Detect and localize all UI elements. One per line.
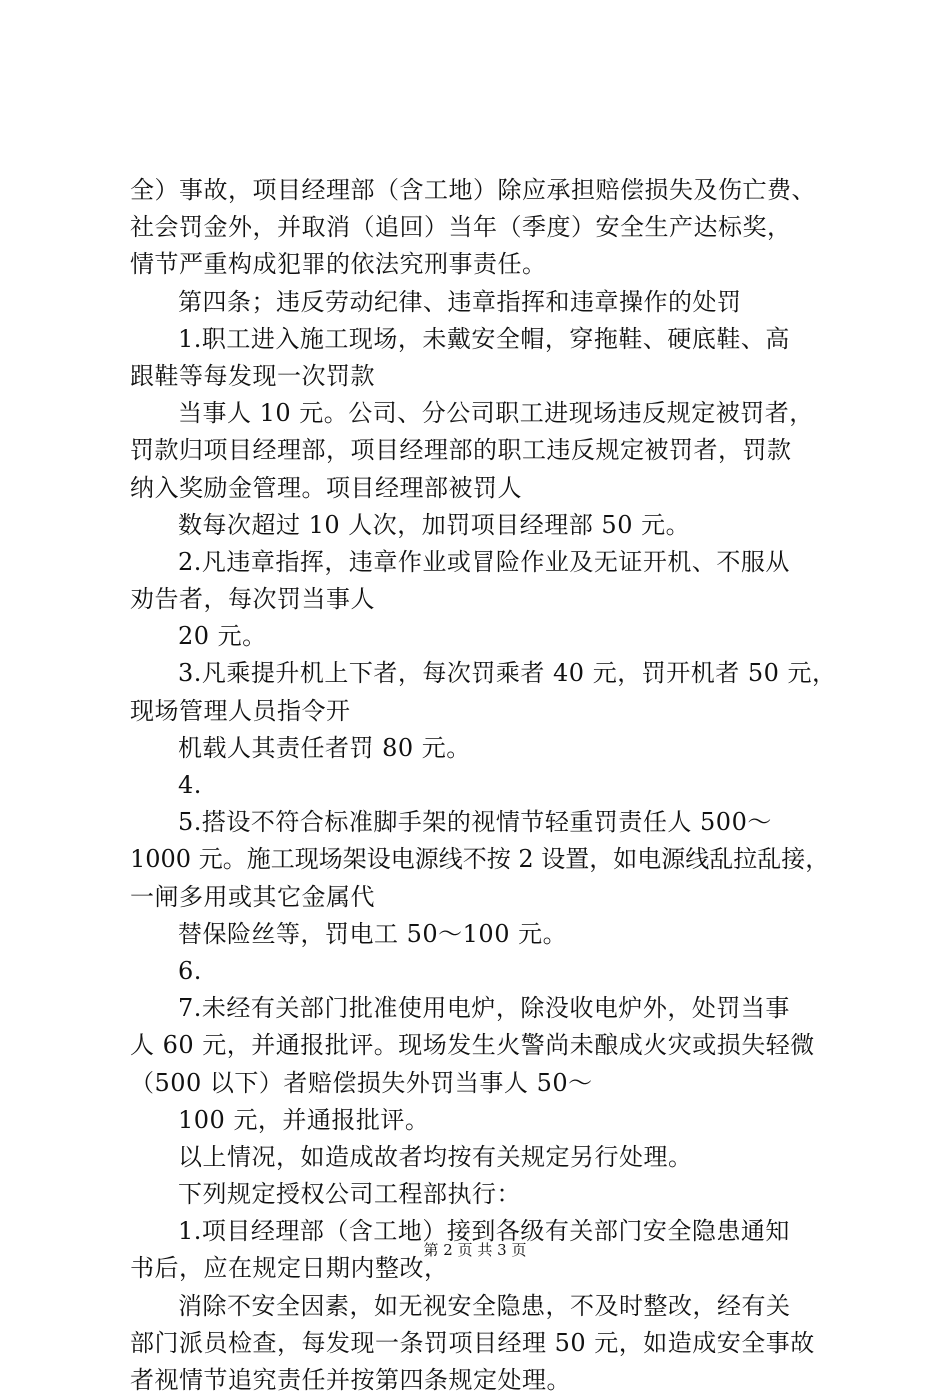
document-body	[130, 172, 840, 1399]
paragraph-line: 1000 元。施工现场架设电源线不按 2 设置，如电源线乱拉乱接，	[130, 845, 830, 874]
paragraph-line: 全）事故，项目经理部（含工地）除应承担赔偿损失及伤亡费、	[130, 176, 816, 204]
paragraph-line: 情节严重构成犯罪的依法究刑事责任。	[130, 250, 547, 279]
paragraph-line: 机载人其责任者罚 80 元。	[178, 733, 471, 762]
paragraph-line: （500 以下）者赔偿损失外罚当事人 50～	[130, 1068, 593, 1097]
paragraph-line: 4.	[178, 771, 202, 799]
paragraph-line: 20 元。	[178, 622, 267, 651]
paragraph-line: 1.职工进入施工现场，未戴安全帽，穿拖鞋、硬底鞋、高	[178, 324, 790, 353]
paragraph-line: 当事人 10 元。公司、分公司职工进现场违反规定被罚者，	[178, 399, 814, 428]
paragraph-line: 数每次超过 10 人次，加罚项目经理部 50 元。	[178, 510, 691, 539]
paragraph-line: 5.搭设不符合标准脚手架的视情节轻重罚责任人 500～	[178, 808, 772, 837]
paragraph-line: 现场管理人员指令开	[130, 696, 351, 725]
paragraph-line: 以上情况，如造成故者均按有关规定另行处理。	[178, 1142, 693, 1171]
paragraph-line: 者视情节追究责任并按第四条规定处理。	[130, 1366, 571, 1394]
paragraph-line: 2.凡违章指挥，违章作业或冒险作业及无证开机、不服从	[178, 547, 790, 576]
paragraph-line: 下列规定授权公司工程部执行：	[178, 1180, 521, 1209]
paragraph-line: 100 元，并通报批评。	[178, 1105, 430, 1134]
paragraph-line: 6.	[178, 956, 202, 985]
paragraph-line: 跟鞋等每发现一次罚款	[130, 361, 375, 390]
paragraph-line: 替保险丝等，罚电工 50～100 元。	[178, 919, 568, 948]
paragraph-line: 7.未经有关部门批准使用电炉，除没收电炉外，处罚当事	[178, 994, 790, 1023]
paragraph-line: 第四条；违反劳动纪律、违章指挥和违章操作的处罚	[178, 287, 742, 316]
paragraph-line: 1.项目经理部（含工地）接到各级有关部门安全隐患通知	[178, 1217, 790, 1246]
paragraph-line: 纳入奖励金管理。项目经理部被罚人	[130, 473, 522, 502]
paragraph-line: 劝告者，每次罚当事人	[130, 585, 375, 614]
paragraph-line: 社会罚金外，并取消（追回）当年（季度）安全生产达标奖，	[130, 213, 792, 242]
paragraph-line: 一闸多用或其它金属代	[130, 882, 375, 911]
paragraph-line: 3.凡乘提升机上下者，每次罚乘者 40 元，罚开机者 50 元，	[178, 659, 837, 688]
page-footer: 第 2 页 共 3 页	[423, 1241, 527, 1259]
paragraph-line: 部门派员检查，每发现一条罚项目经理 50 元，如造成安全事故	[130, 1328, 815, 1357]
paragraph-line: 书后，应在规定日期内整改，	[130, 1254, 449, 1283]
paragraph-line: 罚款归项目经理部，项目经理部的职工违反规定被罚者，罚款	[130, 436, 792, 465]
paragraph-line: 消除不安全因素，如无视安全隐患，不及时整改，经有关	[178, 1291, 791, 1320]
paragraph-line: 人 60 元，并通报批评。现场发生火警尚未酿成火灾或损失轻微	[130, 1031, 815, 1060]
